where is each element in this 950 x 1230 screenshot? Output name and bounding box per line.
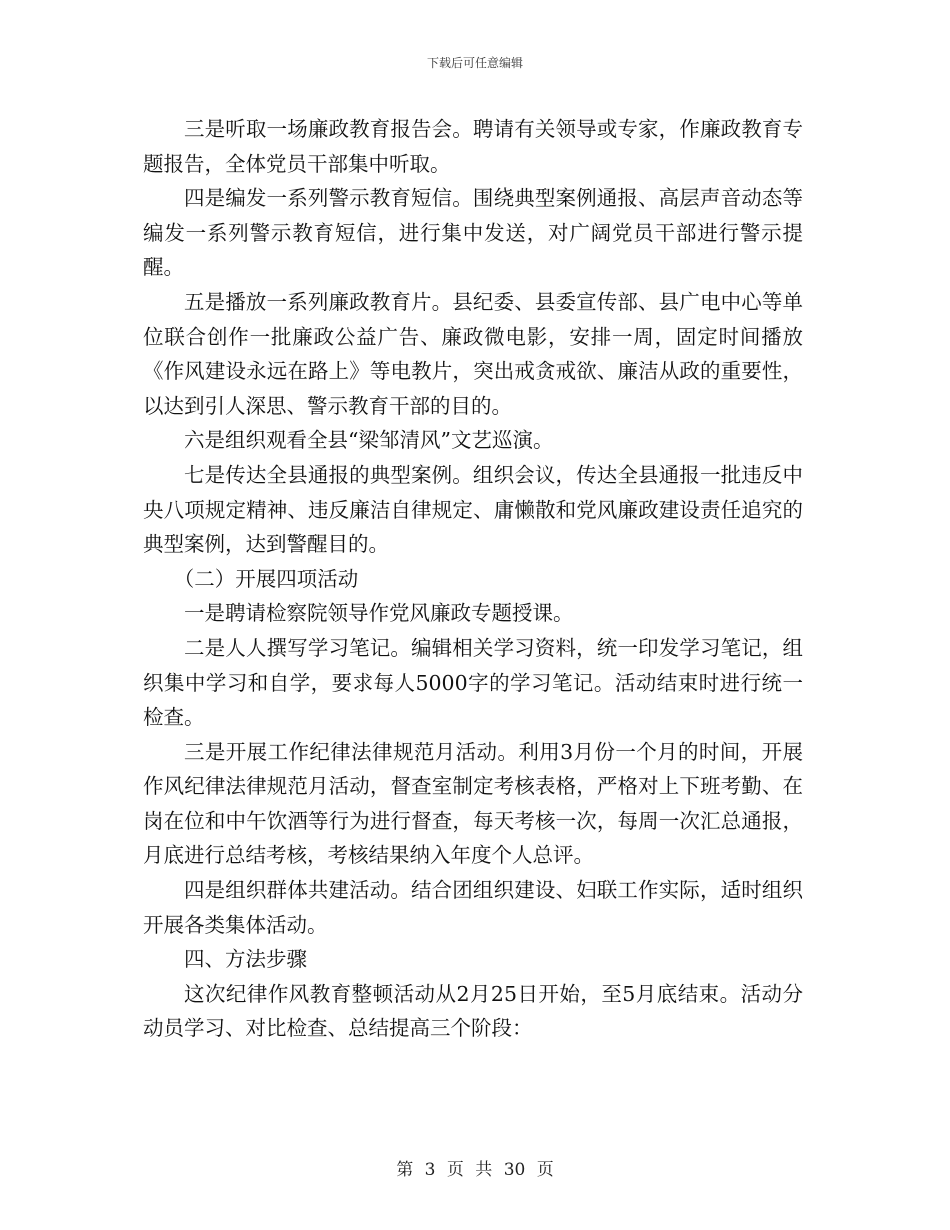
method-steps-paragraph: 这次纪律作风教育整顿活动从2月25日开始，至5月底结束。活动分动员学习、对比检查、总结提高三个阶段： — [143, 981, 803, 1041]
section-heading-four-activities: （二）开展四项活动 — [173, 566, 359, 591]
paragraph-item-6: 六是组织观看全县“梁邹清风”文艺巡演。 — [184, 428, 554, 453]
activity-item-3: 三是开展工作纪律法律规范月活动。利用3月份一个月的时间，开展作风纪律法律规范月活动，督查室制定考核表格，严格对上下班考勤、在岗在位和中午饮酒等行为进行督查，每天考核一次，每周一次汇总通报，月底进行总结考核，考核结果纳入年度个人总评。 — [143, 739, 803, 868]
section-heading-method-steps: 四、方法步骤 — [184, 947, 307, 972]
activity-item-1: 一是聘请检察院领导作党风廉政专题授课。 — [184, 601, 574, 626]
activity-item-2: 二是人人撰写学习笔记。编辑相关学习资料，统一印发学习笔记，组织集中学习和自学，要求每人5000字的学习笔记。活动结束时进行统一检查。 — [143, 635, 803, 730]
document-body — [143, 112, 803, 1046]
paragraph-item-7: 七是传达全县通报的典型案例。组织会议，传达全县通报一批违反中央八项规定精神、违反廉洁自律规定、庸懒散和党风廉政建设责任追究的典型案例，达到警醒目的。 — [143, 462, 803, 557]
activity-item-4: 四是组织群体共建活动。结合团组织建设、妇联工作实际，适时组织开展各类集体活动。 — [143, 878, 803, 937]
paragraph-item-5: 五是播放一系列廉政教育片。县纪委、县委宣传部、县广电中心等单位联合创作一批廉政公益广告、廉政微电影，安排一周，固定时间播放《作风建设永远在路上》等电教片，突出戒贪戒欲、廉洁从政的重要性，以达到引人深思、警示教育干部的目的。 — [143, 289, 803, 418]
page-header: 下载后可任意编辑 — [426, 56, 523, 70]
paragraph-item-4: 四是编发一系列警示教育短信。围绕典型案例通报、高层声音动态等编发一系列警示教育短信，进行集中发送，对广阔党员干部进行警示提醒。 — [143, 186, 803, 280]
paragraph-item-3: 三是听取一场廉政教育报告会。聘请有关领导或专家，作廉政教育专题报告，全体党员干部集中听取。 — [143, 117, 803, 176]
page-footer: 第 3 页 共 30 页 — [396, 1160, 554, 1180]
